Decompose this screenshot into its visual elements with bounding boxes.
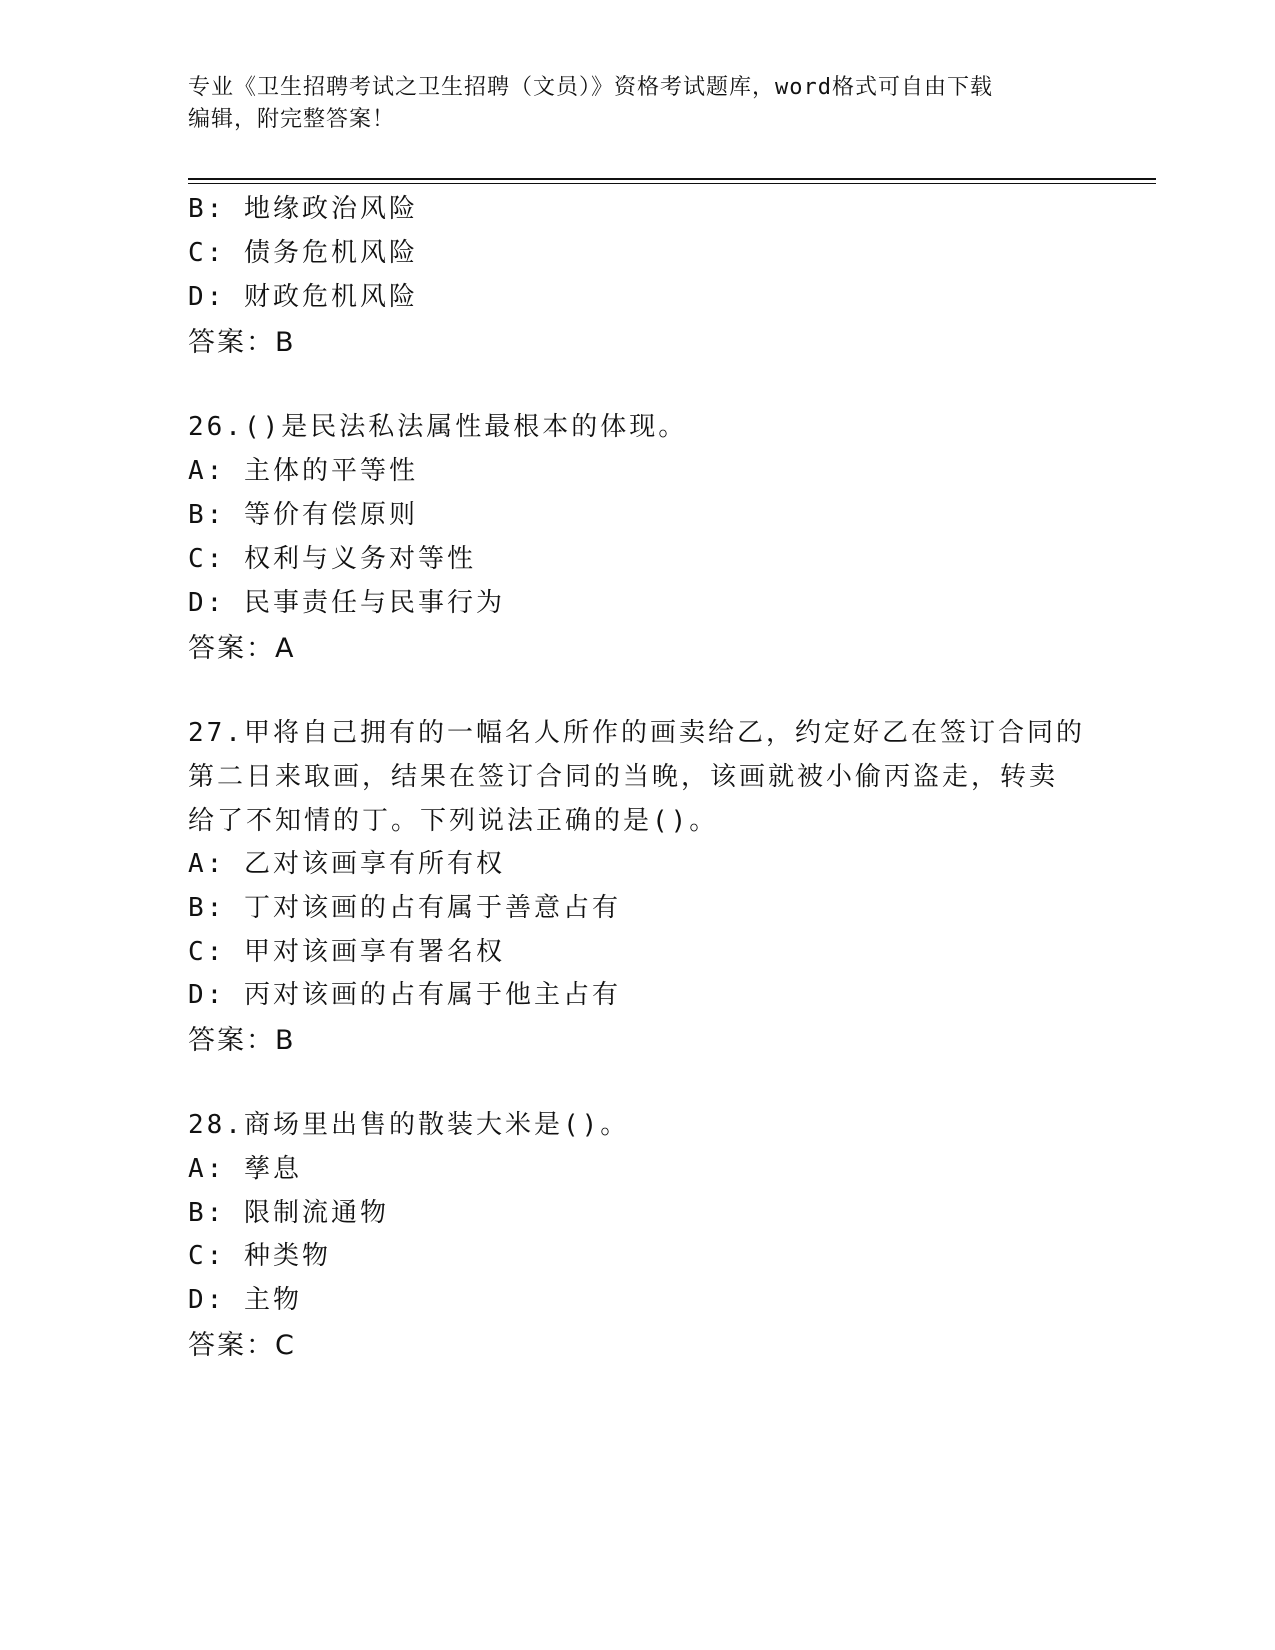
header-divider-thin: [188, 183, 1156, 184]
q28-option-b: B: 限制流通物: [188, 1198, 389, 1228]
q25-option-d: D: 财政危机风险: [188, 282, 418, 312]
q27-option-a: A: 乙对该画享有所有权: [188, 849, 505, 879]
q27-question-line-3: 给了不知情的丁。下列说法正确的是()。: [188, 806, 719, 836]
header-line-2: 编辑，附完整答案！: [188, 107, 396, 132]
q27-option-c: C: 甲对该画享有署名权: [188, 937, 505, 967]
q27-question-line-1: 27.甲将自己拥有的一幅名人所作的画卖给乙，约定好乙在签订合同的: [188, 718, 1085, 748]
header-line-1: 专业《卫生招聘考试之卫生招聘（文员）》资格考试题库，word格式可自由下载: [188, 75, 993, 100]
q27-option-d: D: 丙对该画的占有属于他主占有: [188, 980, 621, 1010]
q27-question-line-2: 第二日来取画，结果在签订合同的当晚，该画就被小偷丙盗走，转卖: [188, 762, 1059, 792]
q28-option-a: A: 孳息: [188, 1154, 302, 1184]
q26-option-c: C: 权利与义务对等性: [188, 544, 476, 574]
q27-option-b: B: 丁对该画的占有属于善意占有: [188, 893, 621, 923]
header-divider-thick: [188, 178, 1156, 180]
q28-option-d: D: 主物: [188, 1285, 302, 1315]
q25-option-b: B: 地缘政治风险: [188, 194, 418, 224]
q26-option-a: A: 主体的平等性: [188, 456, 418, 486]
q27-answer: 答案：B: [188, 1025, 296, 1056]
q26-option-d: D: 民事责任与民事行为: [188, 588, 505, 618]
q26-option-b: B: 等价有偿原则: [188, 500, 418, 530]
document-header: [188, 72, 1088, 136]
q28-answer: 答案：C: [188, 1330, 296, 1361]
q28-question: 28.商场里出售的散装大米是()。: [188, 1110, 630, 1140]
q26-question: 26.()是民法私法属性最根本的体现。: [188, 412, 688, 442]
q25-answer: 答案：B: [188, 327, 296, 358]
q25-option-c: C: 债务危机风险: [188, 238, 418, 268]
q28-option-c: C: 种类物: [188, 1241, 331, 1271]
q26-answer: 答案：A: [188, 633, 296, 664]
